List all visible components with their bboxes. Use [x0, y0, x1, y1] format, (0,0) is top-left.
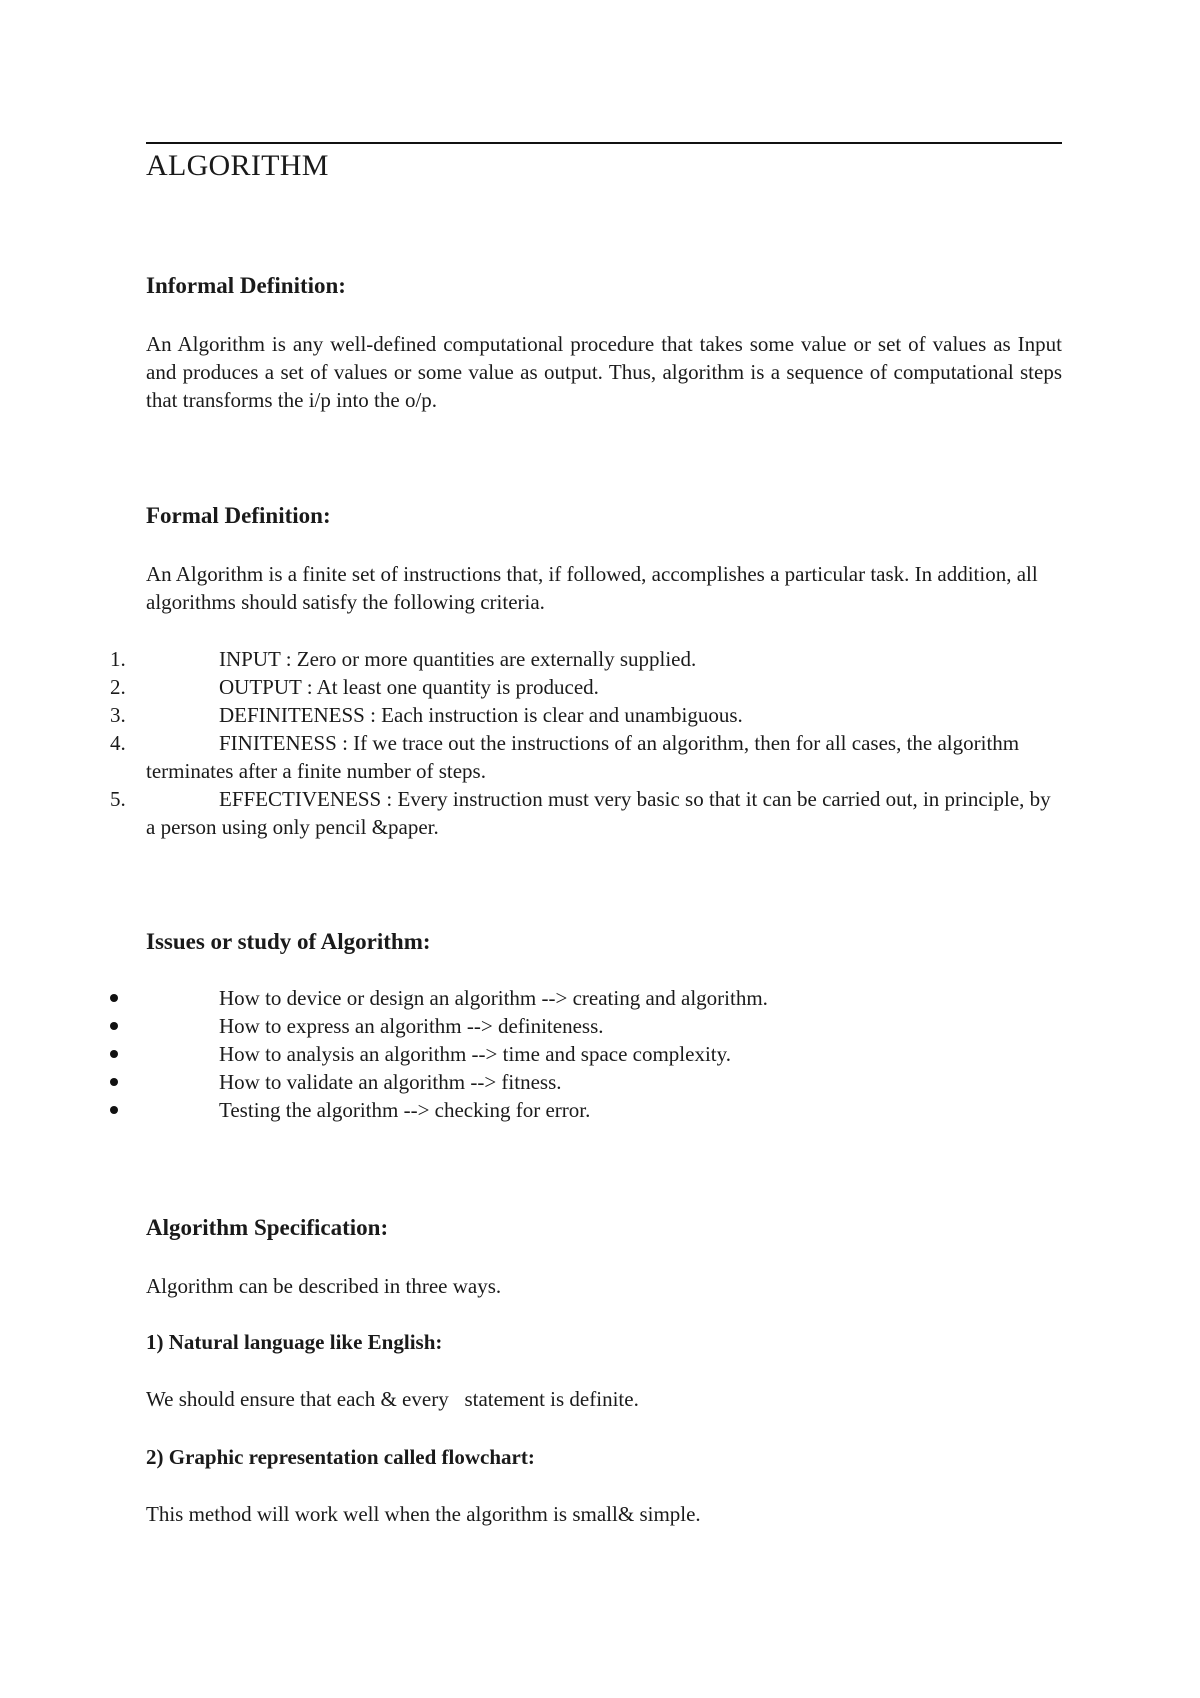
list-item	[0, 785, 1200, 841]
criterion-text: INPUT : Zero or more quantities are externally supplied.	[219, 647, 697, 671]
list-item	[0, 729, 1200, 785]
criterion-text: EFFECTIVENESS : Every instruction must very basic so that it can be carried out, in principle, by a person using only pencil &paper.	[146, 787, 1051, 839]
criterion-text: DEFINITENESS : Each instruction is clear and unambiguous.	[219, 703, 743, 727]
criterion-text: OUTPUT : At least one quantity is produced.	[219, 675, 599, 699]
criterion-text: FINITENESS : If we trace out the instructions of an algorithm, then for all cases, the algorithm terminates after a finite number of steps.	[146, 731, 1020, 783]
list-item	[0, 984, 1200, 1012]
criteria-list	[0, 645, 1200, 841]
formal-definition-heading: Formal Definition:	[146, 503, 331, 528]
specification-intro: Algorithm can be described in three ways.	[146, 1274, 502, 1298]
list-number: 4.	[110, 731, 126, 755]
list-item	[0, 1096, 1200, 1124]
bullet-icon	[110, 1078, 118, 1086]
bullet-icon	[110, 1050, 118, 1058]
list-item	[0, 701, 1200, 729]
list-item	[0, 673, 1200, 701]
bullet-icon	[110, 1106, 118, 1114]
issues-heading: Issues or study of Algorithm:	[146, 929, 431, 954]
issue-text: How to device or design an algorithm --> creating and algorithm.	[219, 986, 768, 1010]
list-item	[0, 645, 1200, 673]
natural-language-text: We should ensure that each & every statement is definite.	[146, 1387, 639, 1411]
informal-definition-heading: Informal Definition:	[146, 273, 346, 298]
issues-list	[0, 984, 1200, 1124]
bullet-icon	[110, 994, 118, 1002]
natural-language-heading: 1) Natural language like English:	[146, 1330, 443, 1354]
flowchart-text: This method will work well when the algorithm is small& simple.	[146, 1502, 701, 1526]
list-item	[0, 1068, 1200, 1096]
issue-text: How to express an algorithm --> definiteness.	[219, 1014, 604, 1038]
issue-text: Testing the algorithm --> checking for error.	[219, 1098, 591, 1122]
flowchart-heading: 2) Graphic representation called flowchart:	[146, 1445, 535, 1469]
issue-text: How to analysis an algorithm --> time and space complexity.	[219, 1042, 732, 1066]
formal-definition-text: An Algorithm is a finite set of instructions that, if followed, accomplishes a particular task. In addition, all algorithms should satisfy the following criteria.	[146, 562, 1038, 614]
list-item	[0, 1012, 1200, 1040]
list-number: 1.	[110, 647, 126, 671]
informal-definition-text: An Algorithm is any well-defined computational procedure that takes some value or set of values as Input and produces a set of values or some value as output. Thus, algorithm is a sequence of computational steps that transforms the i/p into the o/p.	[146, 332, 1062, 412]
title-rule	[146, 142, 1062, 144]
issue-text: How to validate an algorithm --> fitness.	[219, 1070, 562, 1094]
list-number: 5.	[110, 787, 126, 811]
list-number: 3.	[110, 703, 126, 727]
page-title: ALGORITHM	[146, 149, 329, 182]
specification-heading: Algorithm Specification:	[146, 1215, 389, 1240]
list-number: 2.	[110, 675, 126, 699]
list-item	[0, 1040, 1200, 1068]
bullet-icon	[110, 1022, 118, 1030]
